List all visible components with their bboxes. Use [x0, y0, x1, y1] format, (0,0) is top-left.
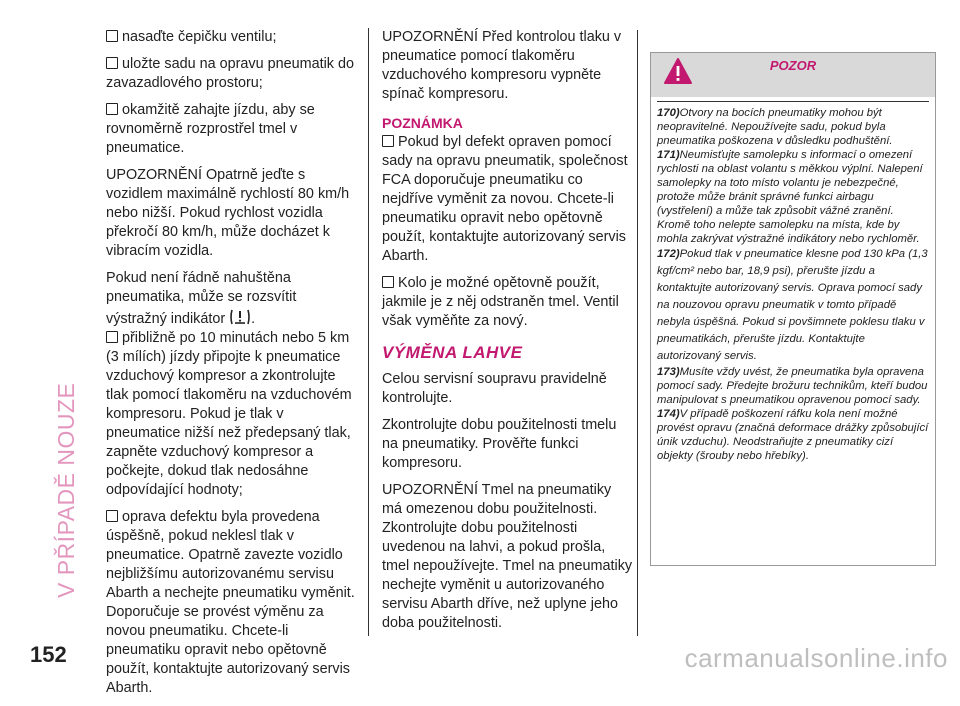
- section-side-title: [53, 38, 81, 598]
- list-item: okamžitě zahajte jízdu, aby se rovnoměrně rozprostřel tmel v pneumatice.: [106, 102, 315, 156]
- checkbox-bullet-icon: [106, 30, 118, 42]
- checkbox-bullet-icon: [382, 276, 394, 288]
- checkbox-bullet-icon: [106, 331, 118, 343]
- divider: [657, 101, 929, 102]
- side-title-text: V PŘÍPADĚ NOUZE: [53, 382, 79, 598]
- caution-paragraph: UPOZORNĚNÍ Opatrně jeďte s vozidlem maximálně rychlostí 80 km/h nebo nižší. Pokud rychlost vozidla překročí 80 km/h, může docházet k vibracím vozidla.: [106, 167, 350, 259]
- footer-watermark: carmanualsonline.info: [684, 643, 948, 673]
- list-item: přibližně po 10 minutách nebo 5 km (3 mílích) jízdy připojte k pneumatice vzduchový kompresor a zkontrolujte tlak pomocí tlakoměru na vzduchovém kompresoru. Pokud je tlak v pneumatice nižší než předepsaný tlak, zapněte vzduchový kompresor a počkejte, dokud tlak nedosáhne odpovídající hodnoty;: [106, 330, 352, 498]
- warning-box-title: POZOR: [769, 58, 817, 73]
- checkbox-bullet-icon: [106, 57, 118, 69]
- indicator-paragraph: Pokud není řádně nahuštěna pneumatika, může se rozsvítit výstražný indikátor .: [106, 270, 297, 327]
- column-middle: [382, 28, 634, 641]
- warning-box-body: [651, 97, 935, 463]
- list-item: oprava defektu byla provedena úspěšně, pokud neklesl tlak v pneumatice. Opatrně zavezte vozidlo nejbližšímu autorizovanému servisu Abarth a nechejte pneumatiku vyměnit. Doporučuje se provést výměnu za novou pneumatiku. Chcete-li pneumatiku opravit nebo opětovně použít, kontaktujte autorizovaný servis Abarth.: [106, 509, 355, 696]
- body-paragraph: Zkontrolujte dobu použitelnosti tmelu na pneumatiky. Prověřte funkci kompresoru.: [382, 417, 617, 471]
- body-paragraph: Celou servisní soupravu pravidelně kontrolujte.: [382, 371, 607, 406]
- warning-item: 172)Pokud tlak v pneumatice klesne pod 130 kPa (1,3 kgf/cm² nebo bar, 18,9 psi), přerušte jízdu a kontaktujte autorizovaný servis. Oprava pomocí sady na nouzovou opravu pneumatik v tomto případě nebyla úspěšná. Pokud si povšimnete poklesu tlaku v pneumatikách, přerušte jízdu. Kontaktujte autorizovaný servis.: [657, 248, 928, 362]
- column-divider-2: [637, 30, 638, 636]
- checkbox-bullet-icon: [106, 510, 118, 522]
- list-item: uložte sadu na opravu pneumatik do zavazadlového prostoru;: [106, 56, 355, 91]
- list-item: Pokud byl defekt opraven pomocí sady na opravu pneumatik, společnost FCA doporučuje pneumatiku co nejdříve vyměnit za novou. Chcete-li pneumatiku opravit nebo opětovně použít, kontaktujte autorizovaný servis Abarth.: [382, 134, 628, 264]
- page-number: 152: [30, 642, 67, 667]
- section-heading: VÝMĚNA LAHVE: [382, 343, 523, 362]
- column-divider: [368, 28, 369, 636]
- list-item: nasaďte čepičku ventilu;: [106, 28, 358, 47]
- warning-item: 173)Musíte vždy uvést, že pneumatika byla opravena pomocí sady. Předejte brožuru technikům, kteří budou manipulovat s pneumatikou opravenou pomocí sady.: [657, 366, 928, 406]
- warning-item: 171)Neumisťujte samolepku s informací o omezení rychlosti na oblast volantu s měkkou výplní. Nalepení samolepky na toto místo volantu je nebezpečné, protože může bránit správné funkci airbagu (vystřelení) a může tak způsobit vážné zranění. Kromě toho nelepte samolepku na místa, kde by mohla zakrývat výstražné indikátory nebo rychloměr.: [657, 149, 923, 245]
- column-left: [106, 28, 358, 706]
- caution-paragraph: UPOZORNĚNÍ Tmel na pneumatiky má omezenou dobu použitelnosti. Zkontrolujte dobu použitelnosti uvedenou na lahvi, a pokud prošla, tmel nepoužívejte. Tmel na pneumatiky nechejte vyměnit u autorizovaného servisu Abarth dříve, než uplyne jeho doba použitelnosti.: [382, 482, 633, 631]
- caution-paragraph: UPOZORNĚNÍ Před kontrolou tlaku v pneumatice pomocí tlakoměru vzduchového kompresoru vypněte spínač kompresoru.: [382, 29, 622, 102]
- warning-indicator-icon: [229, 307, 251, 327]
- warning-item: 174)V případě poškození ráfku kola není možné provést opravu (značná deformace drážky způsobující únik vzduchu). Neodstraňujte z pneumatiky cizí objekty (šrouby nebo hřebíky).: [657, 408, 929, 462]
- warning-box: [650, 52, 936, 566]
- note-heading: POZNÁMKA: [382, 115, 463, 131]
- warning-box-header: [651, 53, 935, 97]
- list-item: Kolo je možné opětovně použít, jakmile je z něj odstraněn tmel. Ventil však vyměňte za nový.: [382, 275, 619, 329]
- warning-item: 170)Otvory na bocích pneumatiky mohou být neopravitelné. Nepoužívejte sadu, pokud byla pneumatika poškozena v důsledku podhuštění.: [657, 107, 893, 147]
- checkbox-bullet-icon: [382, 135, 394, 147]
- checkbox-bullet-icon: [106, 103, 118, 115]
